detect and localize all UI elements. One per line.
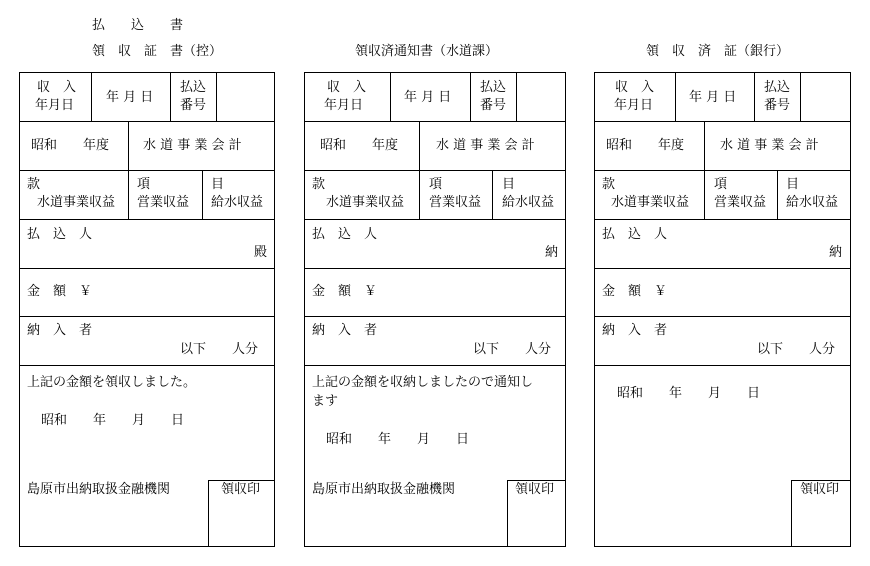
account-label: 水 道 事 業 会 計 (720, 138, 819, 153)
divider (594, 219, 851, 220)
divider (128, 170, 129, 220)
pay-person-label: 納 入 者 (312, 323, 378, 338)
pay-person-suffix: 以下 人分 (180, 342, 259, 357)
divider (507, 480, 566, 481)
divider (91, 72, 92, 122)
account-label: 水 道 事 業 会 計 (143, 138, 242, 153)
divider (19, 170, 275, 171)
kan-value: 水道事業収益 (37, 195, 116, 210)
divider (304, 121, 566, 122)
statement-text: ます (312, 394, 339, 409)
divider (675, 72, 676, 122)
title-payment-slip: 払 込 書 (92, 18, 184, 33)
moku-label: 目 (786, 177, 800, 192)
divider (19, 268, 275, 269)
divider (19, 316, 275, 317)
divider (594, 268, 851, 269)
divider (19, 219, 275, 220)
kou-value: 営業収益 (714, 195, 767, 210)
payment-number-label: 払込 (180, 80, 207, 95)
moku-label: 目 (502, 177, 516, 192)
date-line: 昭和 年 月 日 (326, 432, 470, 447)
divider (507, 480, 508, 547)
payer-label: 払 込 人 (602, 227, 668, 242)
ymd-label: 年 月 日 (689, 90, 737, 105)
divider (800, 72, 801, 122)
receive-date-label: 年月日 (324, 98, 364, 113)
amount-label: 金 額 ￥ (602, 284, 668, 299)
divider (470, 72, 471, 122)
date-line: 昭和 年 月 日 (41, 413, 185, 428)
divider (754, 72, 755, 122)
divider (791, 480, 851, 481)
kou-value: 営業収益 (137, 195, 190, 210)
receive-date-label: 年月日 (35, 98, 75, 113)
kou-label: 項 (429, 177, 443, 192)
payer-label: 払 込 人 (27, 227, 93, 242)
payment-number-label: 番号 (480, 98, 507, 113)
amount-label: 金 額 ￥ (312, 284, 378, 299)
stamp-label: 領収印 (515, 482, 555, 497)
divider (304, 219, 566, 220)
divider (419, 170, 420, 220)
divider (594, 121, 851, 122)
kou-value: 営業収益 (429, 195, 482, 210)
kan-label: 款 (602, 177, 616, 192)
moku-value: 給水収益 (502, 195, 555, 210)
kan-label: 款 (27, 177, 41, 192)
title-receipt-copy: 領 収 証 書（控） (92, 44, 223, 59)
title-notice-water-dept: 領収済通知書（水道課） (355, 44, 499, 59)
receive-date-label: 収 入 (327, 80, 367, 95)
divider (19, 365, 275, 366)
divider (170, 72, 171, 122)
divider (19, 121, 275, 122)
fiscal-year-label: 昭和 年度 (320, 138, 399, 153)
moku-value: 給水収益 (211, 195, 264, 210)
ymd-label: 年 月 日 (106, 90, 154, 105)
divider (492, 170, 493, 220)
pay-person-suffix: 以下 人分 (757, 342, 836, 357)
payer-suffix: 殿 (254, 245, 268, 260)
divider (419, 121, 420, 171)
divider (304, 365, 566, 366)
payer-label: 払 込 人 (312, 227, 378, 242)
moku-value: 給水収益 (786, 195, 839, 210)
amount-label: 金 額 ￥ (27, 284, 93, 299)
stamp-label: 領収印 (800, 482, 840, 497)
divider (594, 365, 851, 366)
divider (791, 480, 792, 547)
divider (216, 72, 217, 122)
divider (390, 72, 391, 122)
kan-label: 款 (312, 177, 326, 192)
kou-label: 項 (714, 177, 728, 192)
moku-label: 目 (211, 177, 225, 192)
divider (704, 121, 705, 171)
divider (777, 170, 778, 220)
account-label: 水 道 事 業 会 計 (436, 138, 535, 153)
divider (304, 316, 566, 317)
ymd-label: 年 月 日 (404, 90, 452, 105)
pay-person-label: 納 入 者 (27, 323, 93, 338)
divider (594, 316, 851, 317)
divider (304, 268, 566, 269)
payer-suffix: 納 (829, 245, 843, 260)
divider (594, 170, 851, 171)
pay-person-label: 納 入 者 (602, 323, 668, 338)
pay-person-suffix: 以下 人分 (473, 342, 552, 357)
divider (304, 170, 566, 171)
receive-date-label: 年月日 (614, 98, 654, 113)
receive-date-label: 収 入 (37, 80, 77, 95)
statement-text: 上記の金額を収納しましたので通知し (312, 375, 534, 390)
divider (704, 170, 705, 220)
payment-number-label: 番号 (180, 98, 207, 113)
kan-value: 水道事業収益 (326, 195, 405, 210)
payment-number-label: 払込 (480, 80, 507, 95)
kan-value: 水道事業収益 (611, 195, 690, 210)
divider (208, 480, 209, 547)
bank-label: 島原市出納取扱金融機関 (27, 482, 171, 497)
statement-text: 上記の金額を領収しました。 (27, 375, 197, 390)
payment-number-label: 払込 (764, 80, 791, 95)
fiscal-year-label: 昭和 年度 (606, 138, 685, 153)
divider (128, 121, 129, 171)
kou-label: 項 (137, 177, 151, 192)
divider (208, 480, 275, 481)
divider (202, 170, 203, 220)
bank-label: 島原市出納取扱金融機関 (312, 482, 456, 497)
receive-date-label: 収 入 (615, 80, 655, 95)
stamp-label: 領収印 (221, 482, 261, 497)
divider (516, 72, 517, 122)
payment-number-label: 番号 (764, 98, 791, 113)
fiscal-year-label: 昭和 年度 (31, 138, 110, 153)
date-line: 昭和 年 月 日 (617, 386, 761, 401)
title-receipt-bank: 領 収 済 証（銀行） (646, 44, 790, 59)
payer-suffix: 納 (545, 245, 559, 260)
